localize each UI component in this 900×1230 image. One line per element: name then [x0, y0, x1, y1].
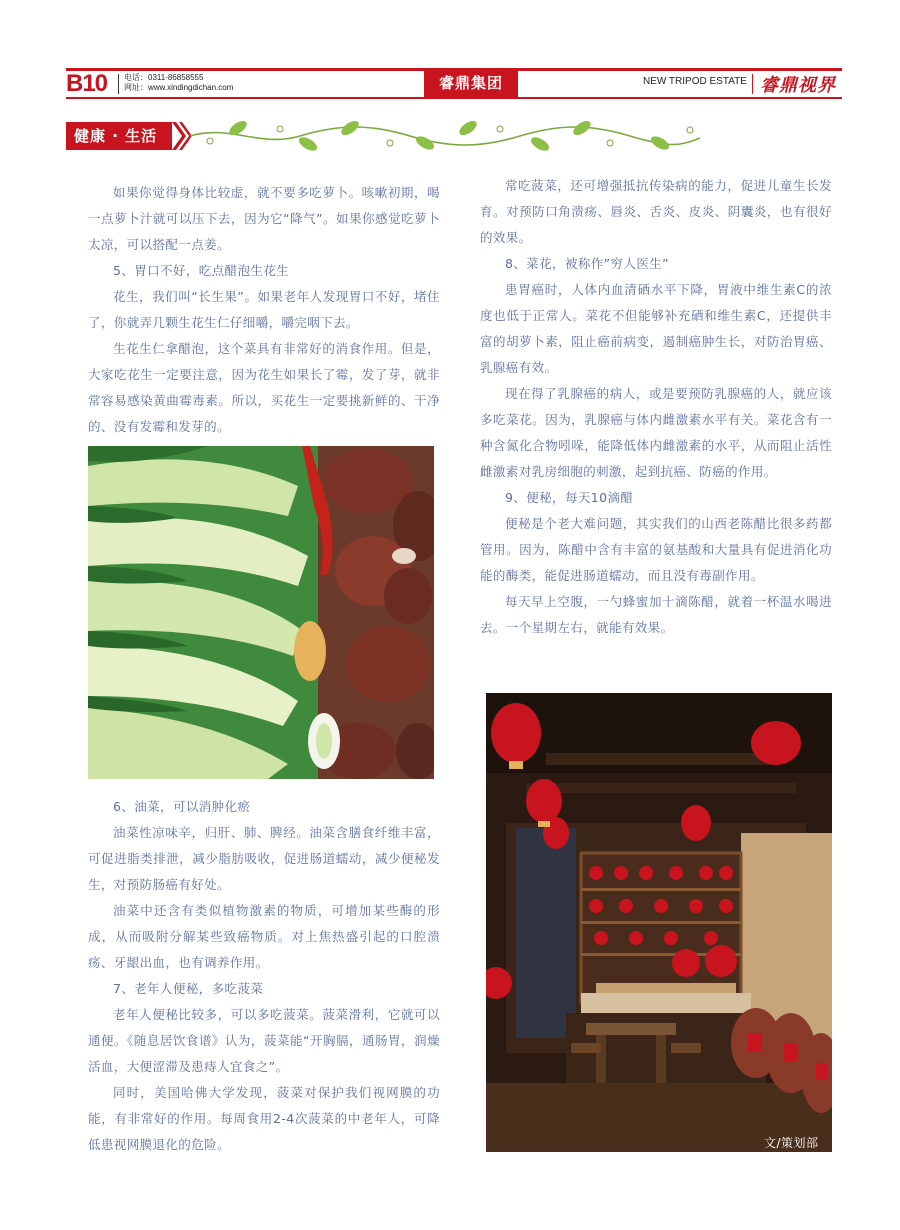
- paragraph-cauliflower-2: 现在得了乳腺癌的病人，或是要预防乳腺癌的人，就应该多吃菜花。因为，乳腺癌与体内雌激素水平有关。菜花含有一种含氮化合物吲哚，能降低体内雌激素的水平，从而阻止活性雌激素对乳房细胞的刺激，起到抗癌、防癌的作用。: [480, 386, 832, 479]
- page-number: B10: [66, 70, 108, 97]
- vine-decoration: [190, 116, 700, 156]
- subheading-7: 7、老年人便秘，多吃菠菜: [113, 981, 264, 996]
- tag-stripes-decoration: [172, 122, 192, 150]
- paragraph-peanut-2: 生花生仁拿醋泡，这个菜具有非常好的消食作用。但是，大家吃花生一定要注意，因为花生如果长了霉，发了芽，就非常容易感染黄曲霉毒素。所以，买花生一定要挑新鲜的、干净的、没有发霉和发芽的。: [88, 341, 440, 434]
- left-column-lower: [88, 794, 440, 1158]
- header-divider: [118, 74, 119, 94]
- estate-label: NEW TRIPOD ESTATE: [643, 76, 747, 87]
- subheading-9: 9、便秘，每天10滴醋: [505, 490, 634, 505]
- paragraph-radish: 如果你觉得身体比较虚，就不要多吃萝卜。咳嗽初期，喝一点萝卜汁就可以压下去，因为它“降气”。如果你感觉吃萝卜太凉，可以搭配一点姜。: [88, 185, 440, 252]
- paragraph-cauliflower-1: 患胃癌时，人体内血清硒水平下降，胃液中维生素C的浓度也低于正常人。菜花不但能够补充硒和维生素C，还提供丰富的胡萝卜素，阻止癌前病变，遏制癌肿生长，对防治胃癌、乳腺癌有效。: [480, 282, 832, 375]
- subheading-8: 8、菜花，被称作”穷人医生”: [505, 256, 670, 271]
- logo-divider: [752, 74, 753, 94]
- paragraph-rapeseed-2: 油菜中还含有类似植物激素的物质，可增加某些酶的形成，从而吸附分解某些致癌物质。对上焦热盛引起的口腔溃疡、牙龈出血，也有调养作用。: [88, 903, 440, 970]
- brand-label: 睿鼎集团: [424, 70, 518, 97]
- paragraph-spinach-2: 同时，美国哈佛大学发现，菠菜对保护我们视网膜的功能，有非常好的作用。每周食用2-4次菠菜的中老年人，可降低患视网膜退化的危险。: [88, 1085, 440, 1152]
- paragraph-peanut-1: 花生，我们叫“长生果”。如果老年人发现胃口不好，堵住了，你就弄几颗生花生仁仔细嚼，嚼完咽下去。: [88, 289, 440, 330]
- paragraph-spinach-3: 常吃菠菜，还可增强抵抗传染病的能力，促进儿童生长发育。对预防口角溃疡、唇炎、舌炎、皮炎、阴囊炎，也有很好的效果。: [480, 178, 832, 245]
- logo: 睿鼎视界: [760, 75, 836, 96]
- vinegar-shop-photo: [486, 693, 832, 1152]
- header-bottom-rule: [66, 97, 842, 99]
- credit-caption: 文/策划部: [764, 1136, 819, 1150]
- contact-info: [124, 73, 233, 93]
- subheading-5: 5、胃口不好，吃点醋泡生花生: [113, 263, 290, 278]
- paragraph-rapeseed-1: 油菜性凉味辛，归肝、肺、脾经。油菜含膳食纤维丰富，可促进脂类排泄，减少脂肪吸收，促进肠道蠕动，减少便秘发生，对预防肠癌有好处。: [88, 825, 440, 892]
- paragraph-vinegar-1: 便秘是个老大难问题，其实我们的山西老陈醋比很多药都管用。因为，陈醋中含有丰富的氨基酸和大量具有促进消化功能的酶类，能促进肠道蠕动，而且没有毒副作用。: [480, 516, 832, 583]
- paragraph-vinegar-2: 每天早上空腹，一勺蜂蜜加十滴陈醋，就着一杯温水喝进去。一个星期左右，就能有效果。: [480, 594, 832, 635]
- website-link[interactable]: 网址：www.xindingdichan.com: [124, 83, 234, 92]
- right-column: [480, 173, 832, 641]
- section-tag: 健康 · 生活: [66, 122, 172, 150]
- subheading-6: 6、油菜，可以消肿化瘀: [113, 799, 251, 814]
- phone-text: 电话：0311-86858555: [124, 73, 204, 82]
- vegetables-photo: [88, 446, 434, 779]
- left-column-upper: [88, 180, 440, 440]
- paragraph-spinach-1: 老年人便秘比较多，可以多吃菠菜。菠菜滑利，它就可以通便。《随息居饮食谱》认为，菠菜能“开胸膈，通肠胃，润燥活血，大便涩滞及患痔人宜食之”。: [88, 1007, 440, 1074]
